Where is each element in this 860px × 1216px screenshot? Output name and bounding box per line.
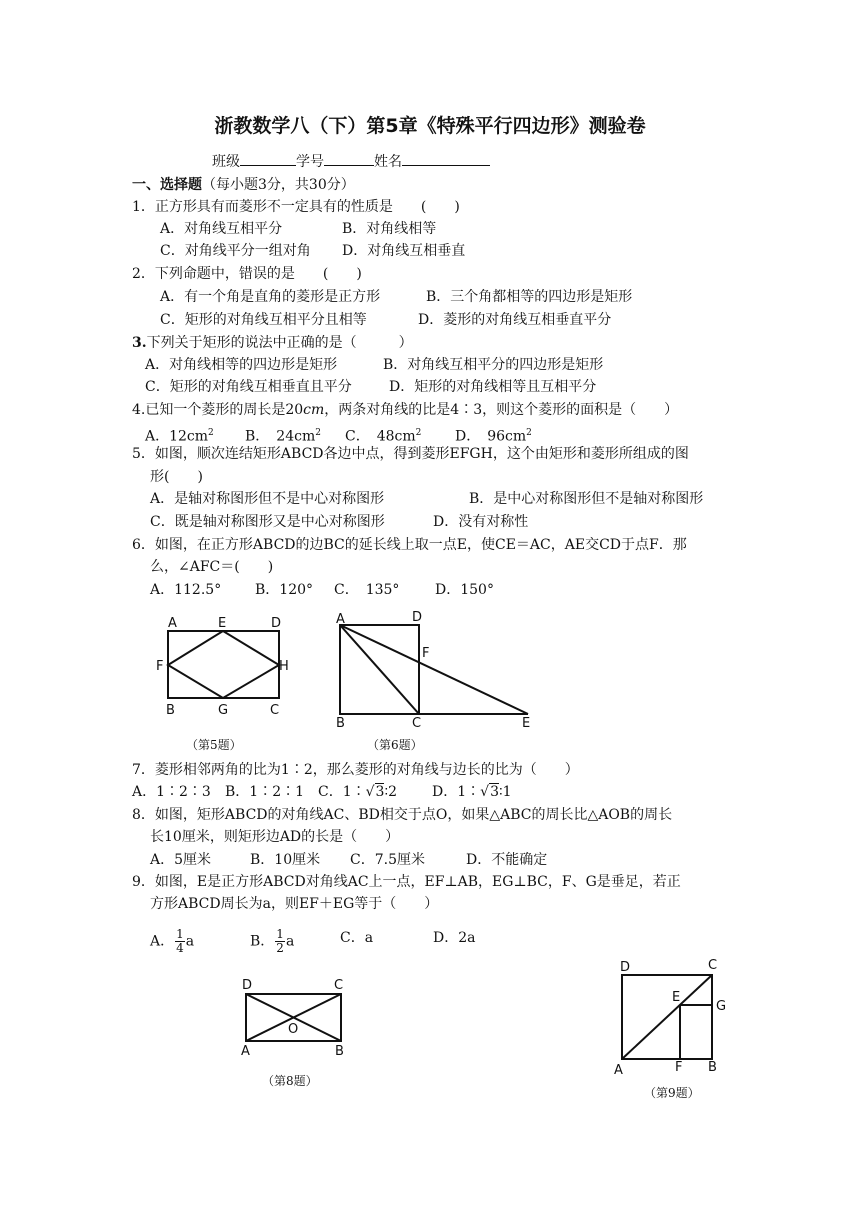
- q2-option-b: B．三个角都相等的四边形是矩形: [426, 289, 633, 305]
- figure-5-diagram: [150, 610, 300, 720]
- number-label: 学号: [296, 154, 324, 170]
- q2-option-c: C．矩形的对角线互相平分且相等: [160, 312, 367, 328]
- q5-option-c: C．既是轴对称图形又是中心对称图形: [150, 514, 385, 530]
- q5-option-a: A．是轴对称图形但不是中心对称图形: [150, 491, 385, 507]
- fig6-label-b: B: [336, 716, 345, 731]
- q9-option-c: C．a: [340, 930, 374, 946]
- q6-option-c: C． 135°: [334, 582, 400, 598]
- fig9-label-b: B: [708, 1060, 717, 1075]
- q8-option-c: C．7.5厘米: [350, 852, 425, 868]
- q3-option-d: D．矩形的对角线相等且互相平分: [389, 379, 597, 395]
- figure-9-diagram: [610, 956, 734, 1076]
- section-heading: 一、选择题（每小题3分，共30分）: [132, 177, 355, 193]
- q4-option-a: A．$12cm^2$: [145, 428, 214, 445]
- q8-option-a: A．5厘米: [150, 852, 212, 868]
- fig9-label-a: A: [614, 1063, 623, 1078]
- fig5-rhombus: [168, 631, 279, 698]
- fig5-rectangle: [168, 631, 279, 698]
- q4-option-c: C． $48cm^2$: [345, 428, 422, 445]
- figure-9-caption: （第9题）: [644, 1086, 700, 1100]
- q7-option-c: C．1∶√3∶2: [318, 784, 398, 800]
- figure-8-diagram: [236, 974, 356, 1062]
- fig8-label-a: A: [241, 1044, 250, 1059]
- question-7-stem: 7．菱形相邻两角的比为1∶2，那么菱形的对角线与边长的比为（ ）: [132, 762, 579, 778]
- q9-option-d: D．2a: [433, 930, 476, 946]
- fig5-label-g: G: [218, 703, 229, 718]
- name-label: 姓名: [374, 154, 402, 170]
- fig6-label-e: E: [522, 716, 531, 731]
- question-4-stem: 4.已知一个菱形的周长是20cm，两条对角线的比是4∶3，则这个菱形的面积是（ ）: [132, 402, 679, 418]
- q4-option-b: B． $24cm^2$: [245, 428, 321, 445]
- q1-option-d: D．对角线互相垂直: [342, 243, 466, 259]
- q2-option-a: A．有一个角是直角的菱形是正方形: [160, 289, 381, 305]
- name-blank[interactable]: [402, 151, 490, 166]
- fig6-label-a: A: [336, 612, 345, 627]
- question-5-stem-line2: 形( ): [150, 469, 203, 485]
- fig8-label-o: O: [288, 1022, 299, 1037]
- fig8-label-b: B: [335, 1044, 344, 1059]
- question-8-stem-line1: 8．如图，矩形ABCD的对角线AC、BD相交于点O，如果△ABC的周长比△AOB的周长: [132, 807, 673, 823]
- class-label: 班级: [212, 154, 240, 170]
- q2-option-d: D．菱形的对角线互相垂直平分: [418, 312, 612, 328]
- q6-option-d: D．150°: [435, 582, 494, 598]
- page-title: 浙教数学八（下）第5章《特殊平行四边形》测验卷: [214, 115, 646, 137]
- q8-option-d: D．不能确定: [466, 852, 548, 868]
- class-blank[interactable]: [240, 151, 296, 166]
- q7-option-a: A．1∶2∶3: [132, 784, 211, 800]
- fig6-label-c: C: [412, 716, 422, 731]
- figure-6-diagram: [330, 608, 540, 731]
- q3-option-a: A．对角线相等的四边形是矩形: [145, 357, 338, 373]
- fig6-label-d: D: [412, 610, 423, 625]
- fig5-label-a: A: [168, 616, 177, 631]
- fig9-label-d: D: [620, 960, 631, 975]
- q1-option-a: A．对角线互相平分: [160, 221, 283, 237]
- q1-option-b: B．对角线相等: [342, 221, 437, 237]
- question-5-stem-line1: 5．如图，顺次连结矩形ABCD各边中点，得到菱形EFGH，这个由矩形和菱形所组成的图: [132, 446, 689, 462]
- q7-option-b: B．1∶2∶1: [225, 784, 305, 800]
- number-blank[interactable]: [324, 151, 374, 166]
- q6-option-b: B．120°: [255, 582, 314, 598]
- fig6-diagonal-ac: [340, 625, 419, 714]
- q5-option-d: D．没有对称性: [433, 514, 529, 530]
- fig9-label-c: C: [708, 958, 718, 973]
- question-8-stem-line2: 长10厘米，则矩形边AD的长是（ ）: [150, 829, 400, 845]
- fig5-label-h: H: [279, 659, 289, 674]
- question-6-stem-line2: 么，∠AFC＝( ): [150, 559, 274, 575]
- question-1-stem: 1．正方形具有而菱形不一定具有的性质是 ( ): [132, 199, 460, 215]
- fig5-label-d: D: [271, 616, 282, 631]
- figure-8-caption: （第8题）: [262, 1074, 318, 1088]
- fig5-label-b: B: [166, 703, 175, 718]
- fig9-label-e: E: [672, 990, 681, 1005]
- question-9-stem-line2: 方形ABCD周长为a，则EF＋EG等于（ ）: [150, 896, 439, 912]
- question-6-stem-line1: 6．如图，在正方形ABCD的边BC的延长线上取一点E，使CE＝AC，AE交CD于点F．那: [132, 537, 687, 553]
- figure-6-caption: （第6题）: [367, 738, 423, 752]
- q1-option-c: C．对角线平分一组对角: [160, 243, 311, 259]
- q3-option-b: B．对角线互相平分的四边形是矩形: [383, 357, 604, 373]
- q8-option-b: B．10厘米: [250, 852, 321, 868]
- figure-5-caption: （第5题）: [186, 738, 242, 752]
- q5-option-b: B．是中心对称图形但不是轴对称图形: [469, 491, 704, 507]
- fig5-label-e: E: [218, 616, 227, 631]
- q4-option-d: D． $96cm^2$: [455, 428, 532, 445]
- fig6-label-f: F: [422, 646, 430, 661]
- fig6-segment-ae: [340, 625, 528, 714]
- fig9-label-g: G: [716, 999, 727, 1014]
- fig8-label-d: D: [242, 978, 253, 993]
- fig5-label-c: C: [270, 703, 280, 718]
- student-info-line: [212, 151, 490, 172]
- q9-option-a: A． $\frac{1}{4}$ a: [150, 927, 195, 955]
- q3-option-c: C．矩形的对角线互相垂直且平分: [145, 379, 352, 395]
- question-3-stem: 3.下列关于矩形的说法中正确的是（ ）: [132, 335, 413, 351]
- question-2-stem: 2．下列命题中，错误的是 ( ): [132, 266, 362, 282]
- q9-option-b: B． $\frac{1}{2}$ a: [250, 927, 295, 955]
- fig5-label-f: F: [156, 659, 164, 674]
- question-9-stem-line1: 9．如图，E是正方形ABCD对角线AC上一点，EF⊥AB，EG⊥BC，F、G是垂足，若正: [132, 874, 681, 890]
- fig9-diagonal-ac: [622, 975, 712, 1059]
- fig9-label-f: F: [675, 1060, 683, 1075]
- fig8-label-c: C: [334, 978, 344, 993]
- q6-option-a: A．112.5°: [150, 582, 222, 598]
- q7-option-d: D．1∶√3∶1: [432, 784, 512, 800]
